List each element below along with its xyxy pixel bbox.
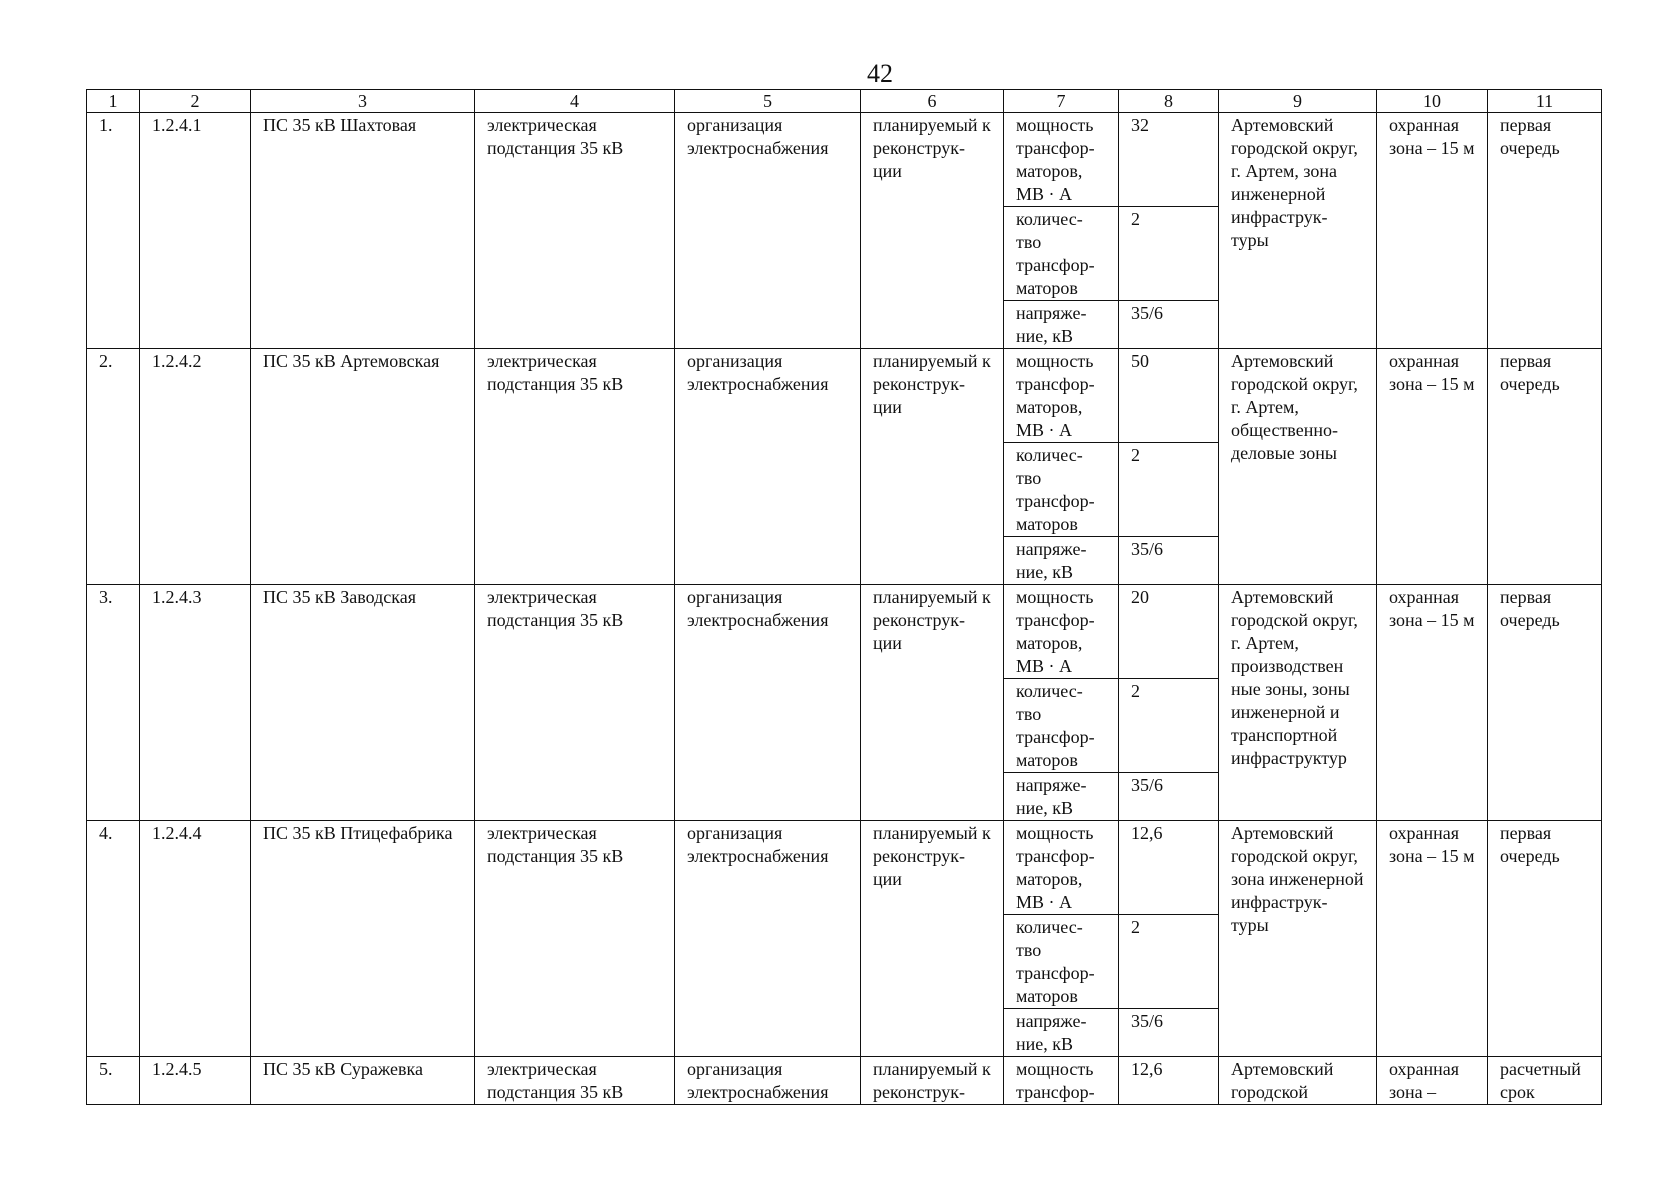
purpose-cell: организация электроснабжения [675,349,861,585]
param-label-cell: количес- тво трансфор- маторов [1004,679,1119,773]
param-value-cell: 2 [1119,915,1219,1009]
column-number: 7 [1004,90,1119,113]
row-number-cell: 3. [87,585,140,821]
column-number: 9 [1219,90,1377,113]
param-label-cell: мощность трансфор- [1004,1057,1119,1105]
param-value-cell: 35/6 [1119,537,1219,585]
column-number: 2 [140,90,251,113]
param-value-cell: 35/6 [1119,1009,1219,1057]
param-value-cell: 12,6 [1119,821,1219,915]
column-number: 11 [1488,90,1602,113]
stage-cell: первая очередь [1488,585,1602,821]
purpose-cell: организация электроснабжения [675,821,861,1057]
table-row [87,113,1602,207]
param-value-cell: 2 [1119,443,1219,537]
row-number-cell: 1. [87,113,140,349]
param-value-cell: 2 [1119,207,1219,301]
param-label-cell: напряже- ние, кВ [1004,301,1119,349]
param-value-cell: 35/6 [1119,773,1219,821]
param-label-cell: количес- тво трансфор- маторов [1004,207,1119,301]
column-number: 1 [87,90,140,113]
page-number: 42 [867,59,893,88]
param-value-cell: 50 [1119,349,1219,443]
purpose-cell: организация электроснабжения [675,1057,861,1105]
type-cell: электрическая подстанция 35 кВ [475,821,675,1057]
param-label-cell: напряже- ние, кВ [1004,537,1119,585]
name-cell: ПС 35 кВ Суражевка [251,1057,475,1105]
zone-cell: охранная зона – 15 м [1377,585,1488,821]
column-number: 6 [861,90,1004,113]
type-cell: электрическая подстанция 35 кВ [475,1057,675,1105]
param-value-cell: 20 [1119,585,1219,679]
location-cell: Артемовский городской округ, г. Артем, производствен ные зоны, зоны инженерной и транспортной инфраструктур [1219,585,1377,821]
row-number-cell: 4. [87,821,140,1057]
param-label-cell: количес- тво трансфор- маторов [1004,443,1119,537]
stage-cell: первая очередь [1488,349,1602,585]
zone-cell: охранная зона – 15 м [1377,349,1488,585]
zone-cell: охранная зона – [1377,1057,1488,1105]
status-cell: планируемый к реконструк- ции [861,821,1004,1057]
location-cell: Артемовский городской [1219,1057,1377,1105]
code-cell: 1.2.4.4 [140,821,251,1057]
purpose-cell: организация электроснабжения [675,585,861,821]
name-cell: ПС 35 кВ Артемовская [251,349,475,585]
status-cell: планируемый к реконструк- [861,1057,1004,1105]
code-cell: 1.2.4.1 [140,113,251,349]
zone-cell: охранная зона – 15 м [1377,113,1488,349]
param-label-cell: мощность трансфор- маторов, МВ · А [1004,585,1119,679]
zone-cell: охранная зона – 15 м [1377,821,1488,1057]
code-cell: 1.2.4.2 [140,349,251,585]
param-label-cell: мощность трансфор- маторов, МВ · А [1004,821,1119,915]
table-row [87,349,1602,443]
column-number: 8 [1119,90,1219,113]
location-cell: Артемовский городской округ, г. Артем, общественно- деловые зоны [1219,349,1377,585]
table-row [87,585,1602,679]
column-number-row [87,90,1602,113]
param-label-cell: мощность трансфор- маторов, МВ · А [1004,113,1119,207]
code-cell: 1.2.4.5 [140,1057,251,1105]
status-cell: планируемый к реконструк- ции [861,349,1004,585]
status-cell: планируемый к реконструк- ции [861,113,1004,349]
facilities-table [86,89,1602,1105]
stage-cell: расчетный срок [1488,1057,1602,1105]
code-cell: 1.2.4.3 [140,585,251,821]
stage-cell: первая очередь [1488,821,1602,1057]
row-number-cell: 2. [87,349,140,585]
param-label-cell: количес- тво трансфор- маторов [1004,915,1119,1009]
type-cell: электрическая подстанция 35 кВ [475,349,675,585]
param-value-cell: 12,6 [1119,1057,1219,1105]
status-cell: планируемый к реконструк- ции [861,585,1004,821]
param-value-cell: 2 [1119,679,1219,773]
table-row [87,1057,1602,1105]
column-number: 5 [675,90,861,113]
name-cell: ПС 35 кВ Заводская [251,585,475,821]
stage-cell: первая очередь [1488,113,1602,349]
table-row [87,821,1602,915]
purpose-cell: организация электроснабжения [675,113,861,349]
row-number-cell: 5. [87,1057,140,1105]
column-number: 3 [251,90,475,113]
type-cell: электрическая подстанция 35 кВ [475,585,675,821]
column-number: 4 [475,90,675,113]
param-label-cell: напряже- ние, кВ [1004,773,1119,821]
name-cell: ПС 35 кВ Шахтовая [251,113,475,349]
type-cell: электрическая подстанция 35 кВ [475,113,675,349]
param-value-cell: 35/6 [1119,301,1219,349]
column-number: 10 [1377,90,1488,113]
param-label-cell: напряже- ние, кВ [1004,1009,1119,1057]
location-cell: Артемовский городской округ, г. Артем, зона инженерной инфраструк- туры [1219,113,1377,349]
location-cell: Артемовский городской округ, зона инженерной инфраструк- туры [1219,821,1377,1057]
name-cell: ПС 35 кВ Птицефабрика [251,821,475,1057]
param-label-cell: мощность трансфор- маторов, МВ · А [1004,349,1119,443]
param-value-cell: 32 [1119,113,1219,207]
